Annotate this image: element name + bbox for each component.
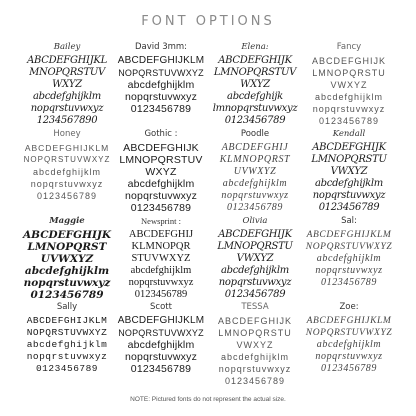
font-sample-scott [116,302,206,387]
font-sample-line: ABCDEFGHIJK [217,316,292,327]
font-sample-line: nopqrstuvwxyz [315,264,383,276]
font-name-label: Maggie [49,215,85,226]
font-sample-line: VWXYZ [236,252,274,264]
font-sample-line: 0123456789 [36,190,98,201]
font-sample-line: ABCDEFGHIJKL [27,55,107,66]
font-sample-sal [304,216,394,301]
font-sample-line: abcdefghijklm [127,177,195,190]
font-sample-line: LMNOPQRSTU [311,153,387,165]
font-sample-line: 0123456789 [318,201,380,213]
font-sample-line: abcdefghijklm [221,264,289,276]
font-sample-line: LMNOPQRST [27,240,107,253]
font-sample-line: 0123456789 [224,115,286,126]
font-sample-line: STUVWXYZ [131,252,191,264]
font-sample-line: NOPQRSTUVWXYZ [305,328,393,339]
font-sample-line: nopqrstuvwxyz [124,351,198,364]
font-sample-line: nopqrstuvwxyz [218,364,292,375]
font-sample-line: KLMNOPQR [131,240,191,252]
font-sample-fancy [304,42,394,127]
font-sample-line: 0123456789 [35,363,98,375]
font-sample-line: 0123456789 [130,201,192,214]
font-sample-line: abcdefghijk [227,91,283,102]
font-name-label: Bailey [53,42,81,52]
font-sample-line: WXYZ [52,79,82,90]
font-name-label: Scott [150,302,172,313]
font-sample-line: nopqrstuvwxyz [221,189,289,201]
font-sample-line: nopqrstuvwxyz [124,91,198,103]
font-name-label: Elena: [241,42,269,52]
font-name-label: Sal: [341,215,357,226]
font-sample-line: UVWXYZ [40,252,94,265]
font-sample-line: 0123456789 [30,288,104,301]
font-name-label: Olivia [242,215,268,226]
font-sample-line: nopqrstuvwxyz [124,189,198,202]
font-name-label: Newsprint : [141,215,181,226]
font-sample-line: abcdefghijklm [316,339,382,351]
font-sample-line: 0123456789 [318,116,380,126]
font-sample-line: WXYZ [145,165,177,178]
page-title: FONT OPTIONS [141,14,275,29]
font-sample-line: abcdefghijklm [33,91,101,102]
font-sample-poodle [210,129,300,214]
font-sample-line: ABCDEFGHIJK [123,141,199,154]
font-sample-line: LMNOPQRSTUV [119,153,203,166]
font-sample-line: abcdefghijklm [220,352,290,363]
font-name-label: David 3mm: [134,42,188,52]
font-sample-line: ABCDEFGHIJK [22,228,112,241]
font-sample-olivia [210,216,300,301]
font-sample-david [116,42,206,127]
font-name-label: Honey [53,128,81,139]
font-name-label: Kendall [332,128,366,139]
font-sample-maggie [22,216,112,301]
font-sample-bailey [22,42,112,127]
font-sample-line: nopqrstuvwxyz [218,276,292,288]
font-sample-line: 0123456789 [224,376,286,387]
font-sample-kendall [304,129,394,214]
font-sample-line: 0123456789 [321,276,377,288]
font-sample-line: abcdefghijklm [127,79,195,91]
font-sample-line: ABCDEFGHIJKLM [306,229,392,240]
font-sample-line: 0123456789 [224,288,286,300]
font-sample-line: abcdefghijklm [24,264,110,277]
font-sample-gothic [116,129,206,214]
font-sample-line: KLMNOPQRST [219,153,291,165]
font-sample-line: NOPQRSTUVWXYZ [305,241,393,252]
font-sample-line: NOPQRSTUVWXYZ [23,154,111,164]
font-name-label: Sally [56,302,78,313]
font-sample-line: VWXYZ [330,165,368,177]
font-sample-line: ABCDEFGHIJ [128,228,194,240]
font-sample-line: ABCDEFGHIJK [218,55,292,66]
font-sample-line: LMNOPQRSTU [312,68,386,78]
font-sample-line: lmnopqrstuvwxyz [212,103,298,114]
font-sample-line: nopqrstuvwxyz [23,276,111,289]
font-sample-line: 1234567890 [36,115,98,126]
font-sample-line: ABCDEFGHIJKLM [117,315,205,327]
font-sample-line: NOPQRSTUVWXYZ [118,68,204,78]
font-sample-line: ABCDEFGHIJKLM [306,316,392,327]
font-sample-newsprint [116,216,206,301]
font-sample-line: 0123456789 [321,363,377,375]
font-sample-line: ABCDEFGHIJK [312,141,386,153]
font-sample-line: LMNOPQRSTUV [213,67,297,78]
font-sample-line: abcdefghijklm [130,264,192,276]
font-sample-line: nopqrstuvwxyz [30,103,104,114]
font-sample-line: ABCDEFGHIJK [218,228,292,240]
font-sample-tessa [210,302,300,387]
font-sample-line: nopqrstuvwxyz [26,351,108,363]
font-name-label: Fancy [336,42,362,52]
font-sample-sally [22,302,112,387]
font-sample-line: ABCDEFGHIJK [311,56,386,66]
font-sample-line: abcdefghijklm [222,177,288,189]
font-grid [22,42,394,387]
font-sample-line: 0123456789 [130,363,192,376]
font-sample-line: nopqrstuvwxyz [128,276,194,288]
font-sample-line: VWXYZ [236,340,274,351]
font-sample-line: 0123456789 [130,103,192,115]
font-sample-line: MNOPQRSTUV [29,67,105,78]
font-name-label: Gothic : [144,128,178,139]
font-name-label: TESSA [241,302,269,313]
font-sample-line: NOPQRSTUVWXYZ [118,328,204,339]
font-sample-line: nopqrstuvwxyz [312,104,386,114]
font-sample-line: WXYZ [240,79,270,90]
font-sample-line: abcdefghijklm [32,166,102,177]
font-sample-line: abcdefghijklm [26,339,108,351]
size-disclaimer-note: NOTE: Pictured fonts do not represent the actual size. [130,396,286,403]
font-sample-line: abcdefghijklm [314,92,384,102]
font-sample-line: nopqrstuvwxyz [312,189,386,201]
font-sample-line: 0123456789 [134,288,188,300]
font-sample-line: nopqrstuvwxyz [315,351,383,363]
font-sample-elena [210,42,300,127]
font-sample-line: 0123456789 [227,201,283,213]
font-name-label: Zoe: [339,302,359,313]
font-sample-line: ABCDEFGHIJKLM [117,55,205,66]
font-sample-line: NOPQRSTUVWXYZ [26,327,108,339]
font-sample-line: ABCDEFGHIJKLM [26,315,108,327]
font-sample-line: abcdefghijklm [316,252,382,264]
font-sample-line: VWXYZ [330,80,368,90]
font-sample-honey [22,129,112,214]
font-sample-line: nopqrstuvwxyz [30,178,104,189]
font-name-label: Poodle [240,128,270,139]
font-sample-zoe [304,302,394,387]
font-sample-line: LMNOPQRSTU [218,328,292,339]
font-sample-line: ABCDEFGHIJKLM [24,142,110,153]
font-sample-line: abcdefghijklm [315,177,383,189]
font-sample-line: LMNOPQRSTU [217,240,293,252]
font-sample-line: abcdefghijklm [127,339,195,352]
font-sample-line: UVWXYZ [233,165,277,177]
font-sample-line: ABCDEFGHIJ [221,141,289,153]
